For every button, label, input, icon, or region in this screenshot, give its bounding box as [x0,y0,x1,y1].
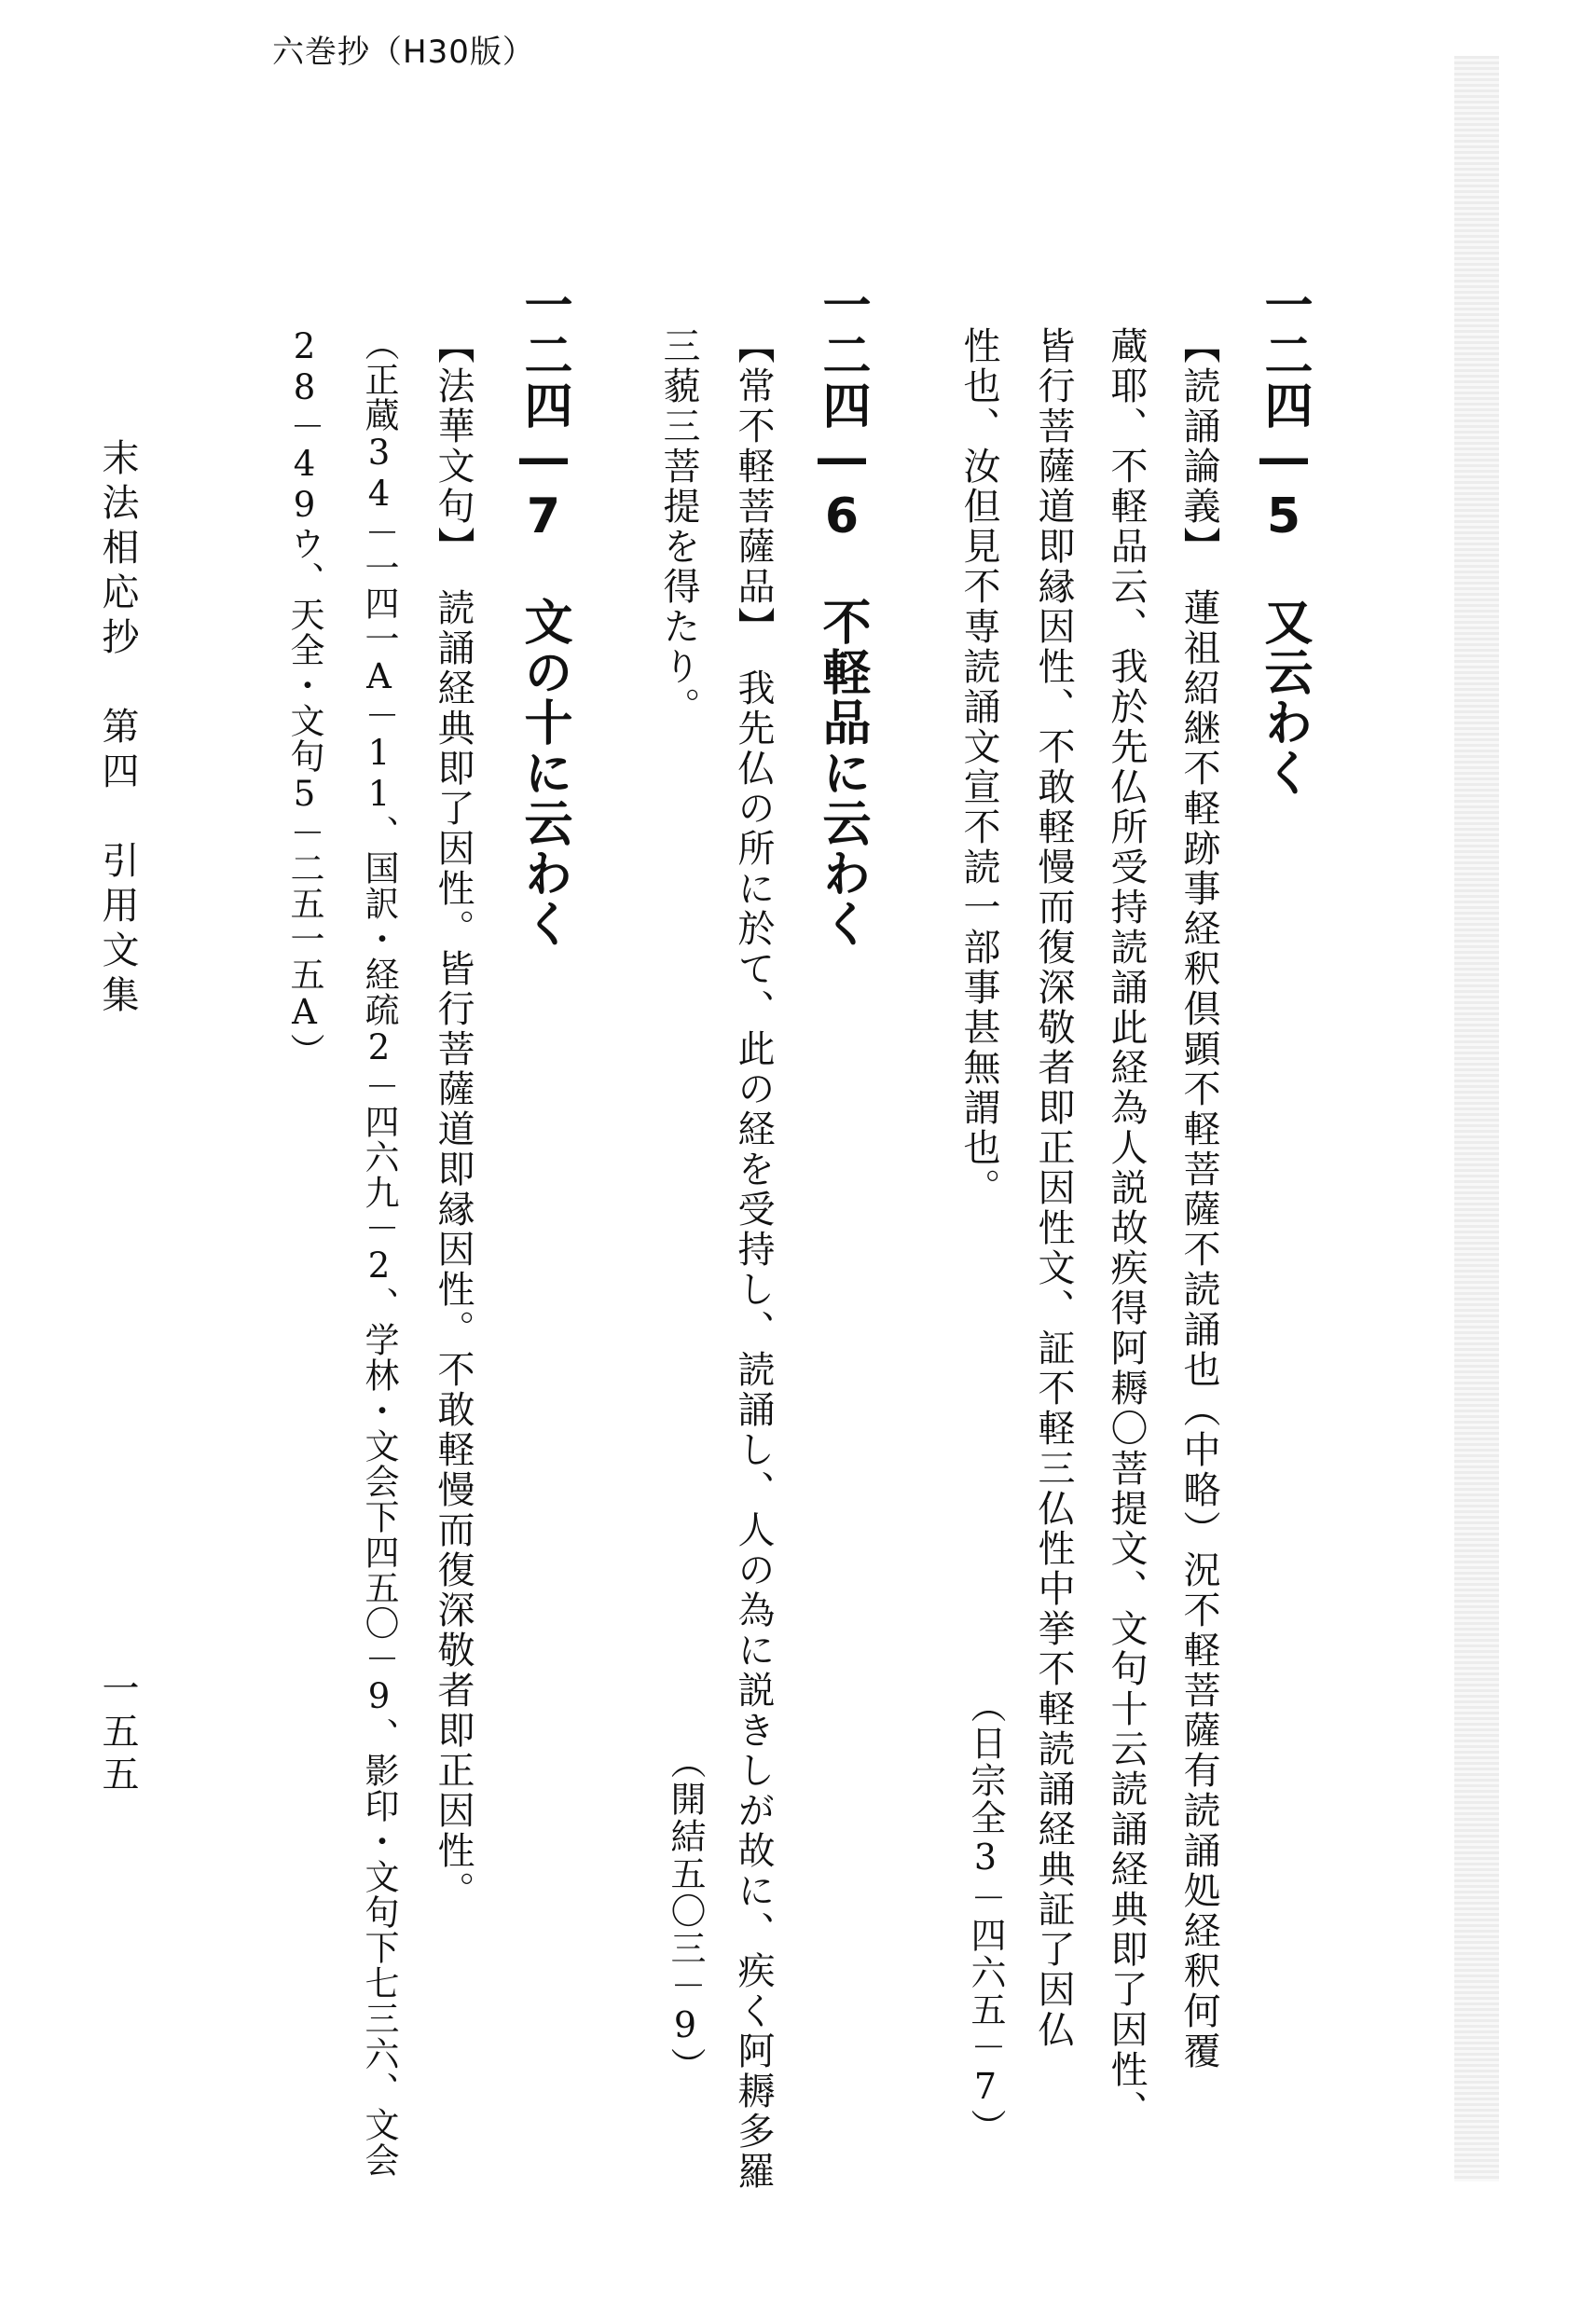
section-text-line: 【読誦論義】 蓮祖紹継不軽跡事経釈倶顕不軽菩薩不読誦也（中略）況不軽菩薩有読誦処経釈何覆 [1177,326,1220,2071]
section-heading: 一二四―5 又云わく [1256,280,1312,798]
section-text-line: 性也、汝但見不専読誦文宣不読一部事甚無謂也。 [957,326,1000,1208]
page-number: 一五五 [96,1669,139,1797]
section-text-line: （正蔵34－一四一A－11、国訳・経疏2－四六九－2、学林・文会下四五〇－9、影印・文句下七三六、文会 [359,326,399,2178]
section-text-line: 蔵耶、不軽品云、我於先仏所受持読誦此経為人説故疾得阿耨〇菩提文、文句十云読誦経典即了因性、 [1105,326,1148,2130]
section-text-line: 三藐三菩提を得たり。 [657,326,700,727]
section-text-line: 皆行菩薩道即縁因性、不敢軽慢而復深敬者即正因性文、証不軽三仏性中挙不軽読誦経典証了因仏 [1032,326,1075,2050]
section-heading: 一二四―6 不軽品に云わく [814,280,870,949]
book-title: 六巻抄（H30版） [272,34,535,71]
section-text-line: 【法華文句】 読誦経典即了因性。皆行菩薩道即縁因性。不敢軽慢而復深敬者即正因性。 [432,326,475,1911]
section-heading: 一二四―7 文の十に云わく [516,280,571,949]
running-title: 末法相応抄 第四 引用文集 [96,438,139,1020]
scan-edge-shading [1454,56,1499,2181]
section-text-line: 【常不軽菩薩品】 我先仏の所に於て、此の経を受持し、読誦し、人の為に説きしが故に、疾く阿耨多羅 [732,326,775,2192]
section-citation: （日宗全3－四六五－7） [965,1687,1006,2146]
section-citation: （開結五〇三－9） [665,1743,706,2085]
section-text-line: 28－49ウ、天全・文句5－二五一五A） [284,326,324,1068]
